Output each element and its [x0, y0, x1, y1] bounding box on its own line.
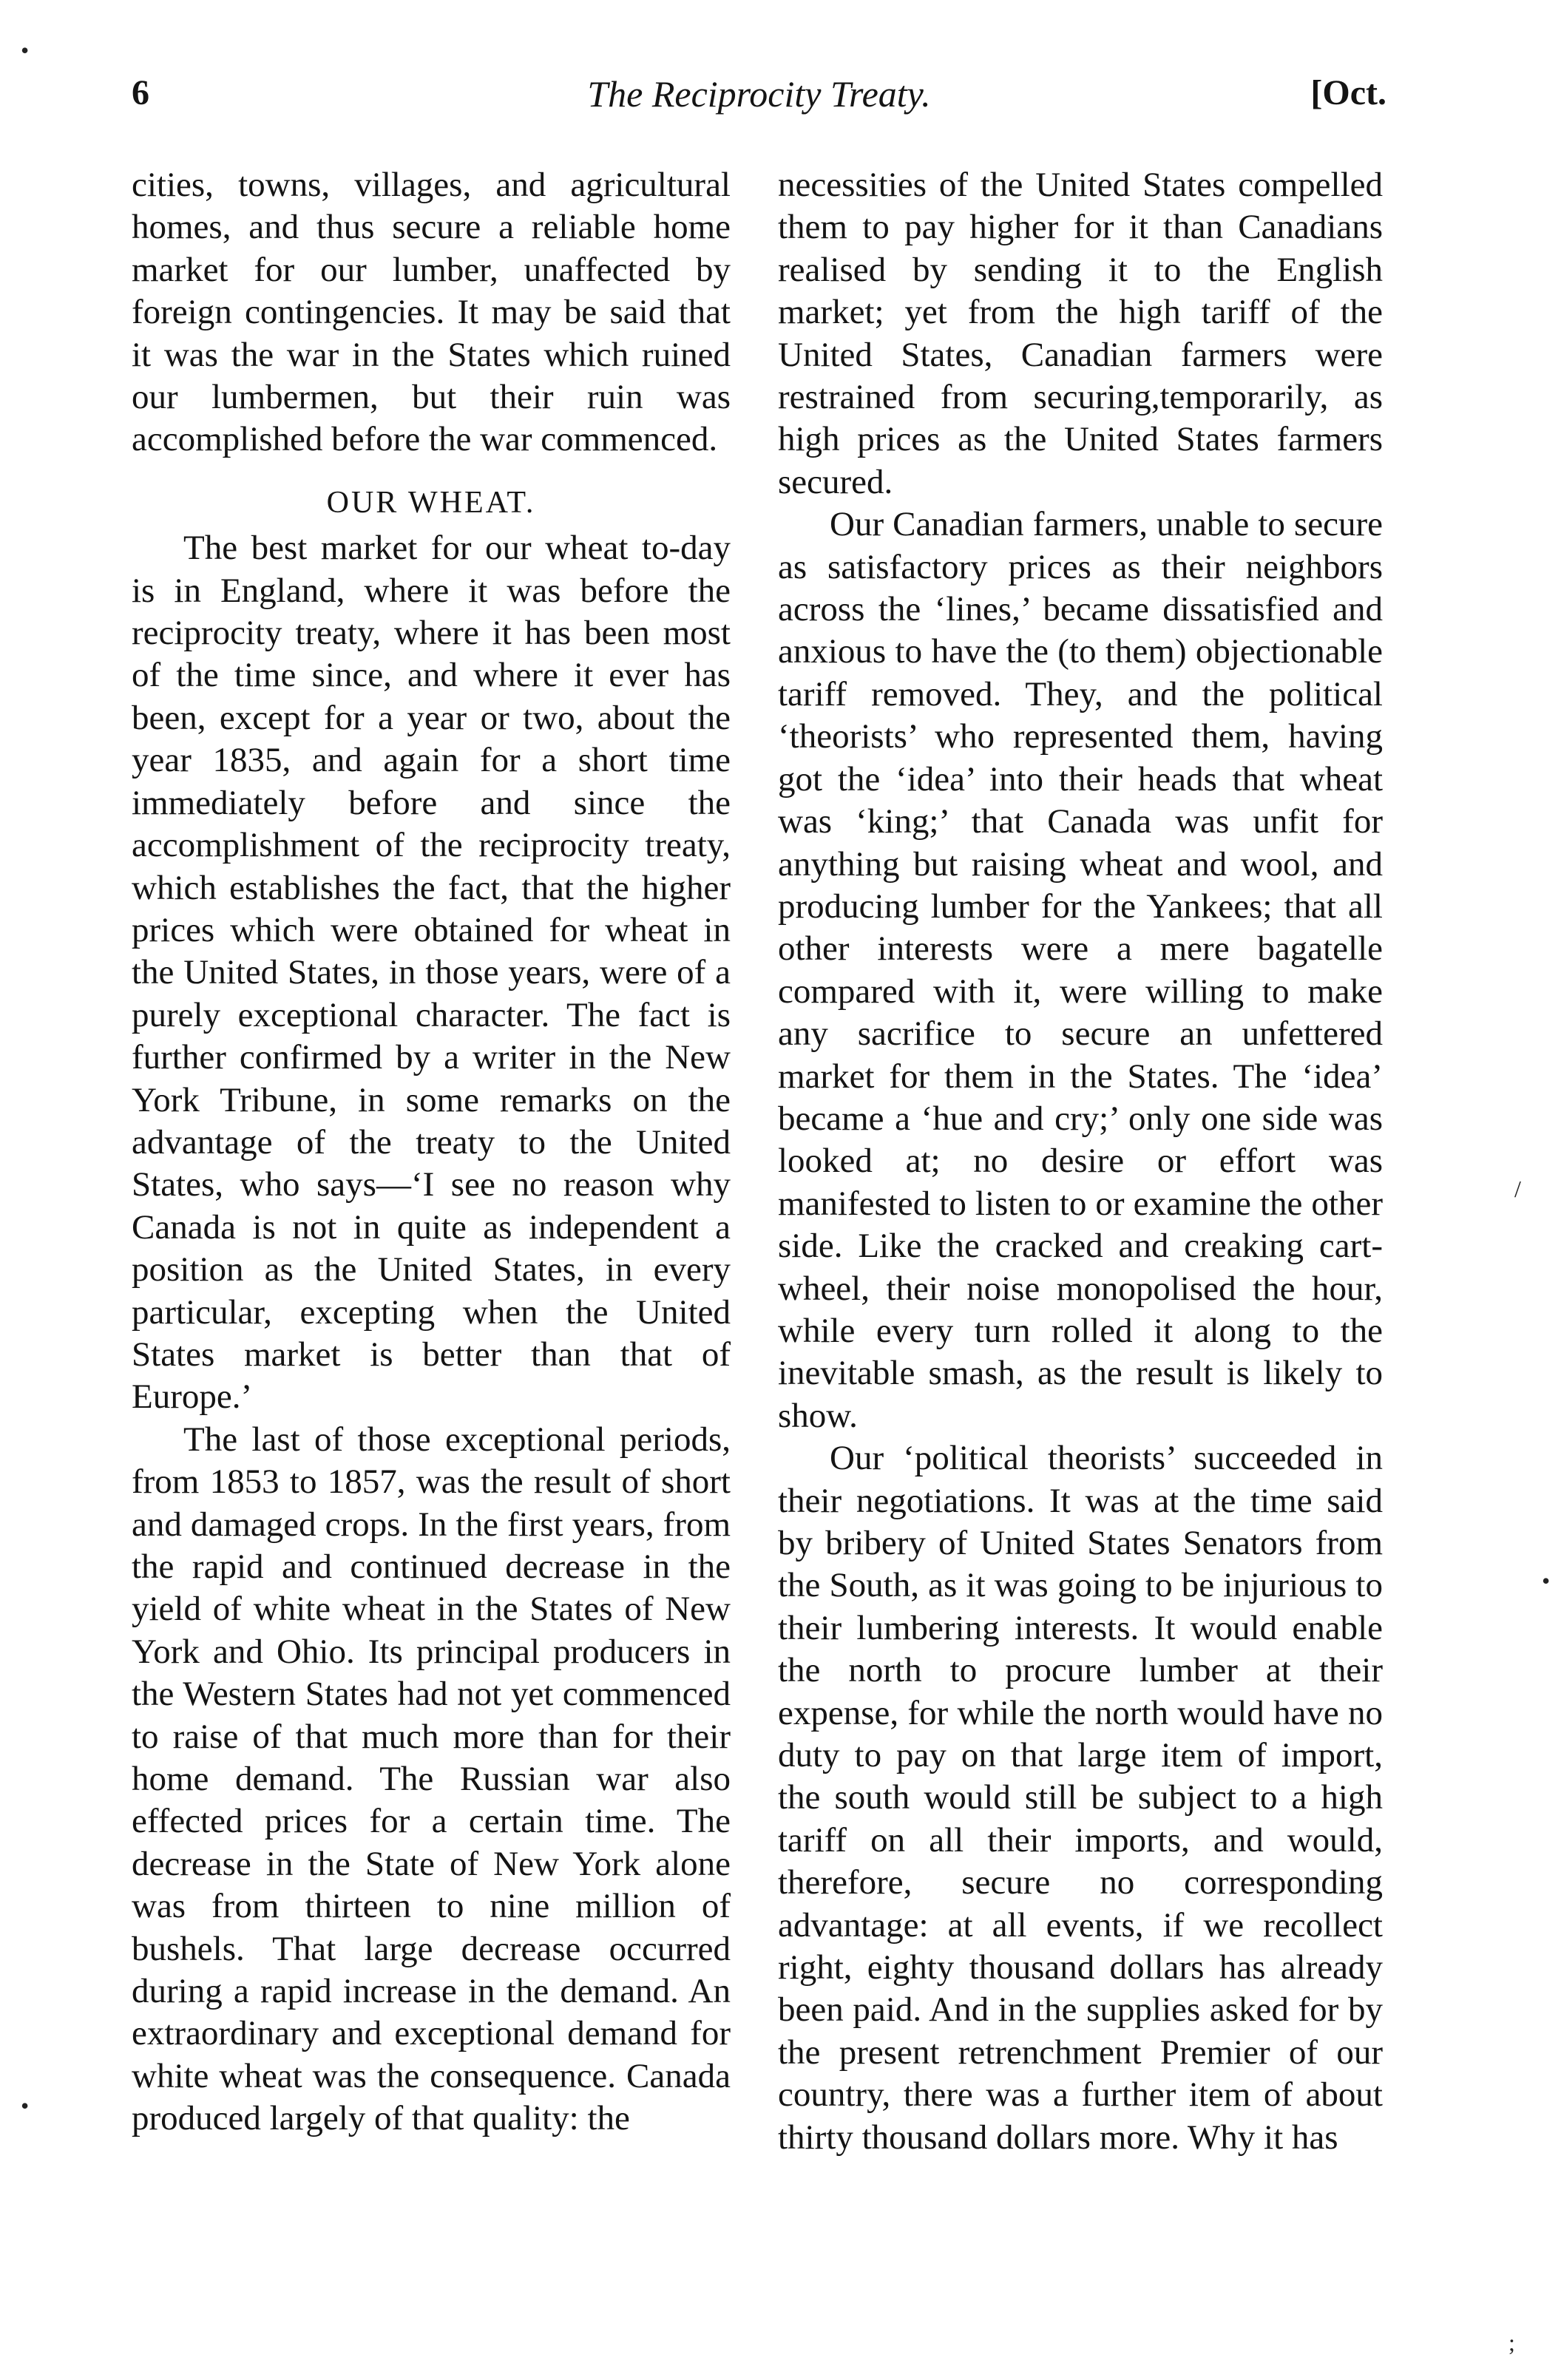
section-heading: OUR WHEAT.	[326, 485, 536, 520]
right-paragraph-1: necessities of the United States compelled them to pay higher for it than Canadians realised by sending it to the English market; yet from the high tariff of the United States, Canadian farmers were restrained from securing,temporarily, as high prices as the United States farmers secured.	[778, 166, 1383, 501]
left-paragraph-3: The last of those exceptional periods, from 1853 to 1857, was the result of short and damaged crops. In the first years, from the rapid and continued decrease in the yield of white wheat in the States of New York and Ohio. Its principal producers in the Western States had not yet commenced to raise of that much more than for their home demand. The Russian war also effected prices for a certain time. The decrease in the State of New York alone was from thirteen to nine million of bushels. That large decrease occurred during a rapid increase in the demand. An extraordinary and exceptional demand for white wheat was the consequence. Canada produced largely of that quality: the	[132, 1420, 731, 2138]
scan-speck: •	[21, 2092, 30, 2119]
scan-speck: •	[21, 37, 30, 64]
right-paragraph-2: Our Canadian farmers, unable to secure as satisfactory prices as their neighbors across the ‘lines,’ became dissatisfied and anxious to have the (to them) objectionable tariff removed. They, and the political ‘theorists’ who represented them, having got the ‘idea’ into their heads that wheat was ‘king;’ that Canada was unfit for anything but raising wheat and wool, and producing lumber for the Yankees; that all other interests were a mere bagatelle compared with it, were willing to make any sacrifice to secure an unfettered market for them in the States. The ‘idea’ became a ‘hue and cry;’ only one side was looked at; no desire or effort was manifested to listen to or examine the other side. Like the cracked and creaking cart-wheel, their noise monopolised the hour, while every turn rolled it along to the inevitable smash, as the result is likely to show.	[778, 505, 1383, 1435]
scan-speck: /	[1514, 1176, 1521, 1202]
scan-speck: ;	[1508, 2329, 1515, 2356]
left-paragraph-2: The best market for our wheat to-day is in England, where it was before the reciprocity treaty, where it has been most of the time since, and where it ever has been, except for a year or two, about the year 1835, and again for a short time immediately before and since the accomplishment of the reciprocity treaty, which establishes the fact, that the higher prices which were obtained for wheat in the United States, in those years, were of a purely exceptional character. The fact is further confirmed by a writer in the New York Tribune, in some remarks on the advantage of the treaty to the United States, who says—‘I see no reason why Canada is not in quite as independent a position as the United States, in every particular, excepting when the United States market is better than that of Europe.’	[132, 529, 731, 1417]
right-paragraph-3: Our ‘political theorists’ succeeded in their negotiations. It was at the time said by bribery of United States Senators from the South, as it was going to be injurious to their lumbering interests. It would enable the north to procure lumber at their expense, for while the north would have no duty to pay on that large item of import, the south would still be subject to a high tariff on all their imports, and would, therefore, secure no corresponding advantage: at all events, if we recollect right, eighty thousand dollars has already been paid. And in the supplies asked for by the present retrenchment Premier of our country, there was a further item of about thirty thousand dollars more. Why it has	[778, 1439, 1383, 2157]
page-number: 6	[132, 73, 149, 112]
left-column	[132, 164, 731, 2140]
page-header	[132, 72, 1386, 132]
left-paragraph-1: cities, towns, villages, and agricultural homes, and thus secure a reliable home market for our lumber, unaffected by foreign contingencies. It may be said that it was the war in the States which ruined our lumbermen, but their ruin was accomplished before the war commenced.	[132, 166, 731, 459]
running-head: The Reciprocity Treaty.	[587, 73, 931, 115]
header-month: [Oct.	[1310, 73, 1386, 112]
scan-speck: •	[1542, 1567, 1551, 1594]
right-column	[778, 164, 1383, 2159]
